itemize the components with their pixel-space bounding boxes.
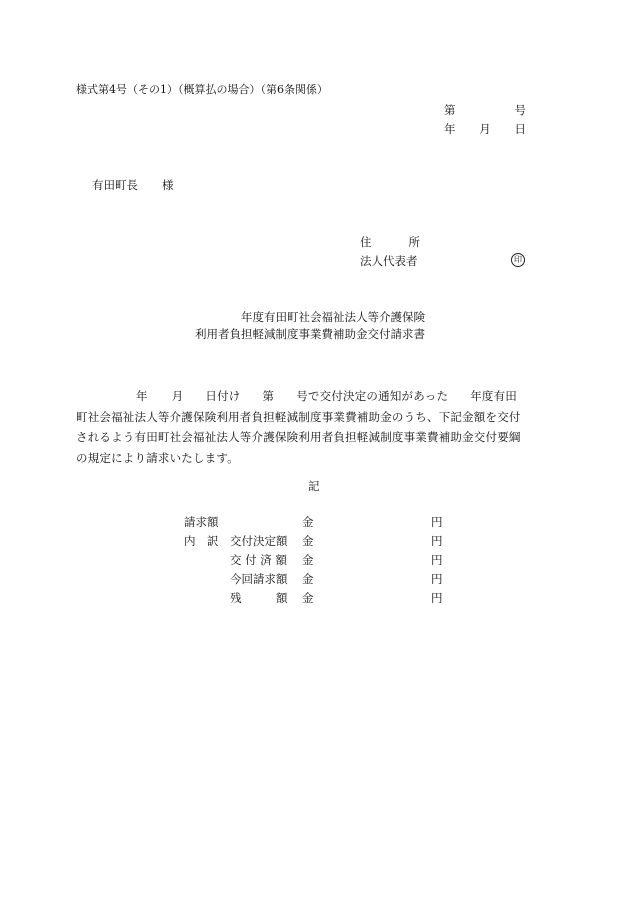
breakdown-row bbox=[0, 555, 630, 569]
currency-prefix: 金 bbox=[302, 553, 314, 567]
currency-prefix: 金 bbox=[302, 534, 314, 548]
currency-suffix: 円 bbox=[431, 553, 443, 567]
body-no-suffix: 号で交付決定の通知があった bbox=[296, 389, 449, 403]
body-no-prefix: 第 bbox=[262, 389, 275, 403]
document-date bbox=[444, 124, 526, 136]
date-day: 日 bbox=[514, 122, 526, 136]
breakdown-item-label: 残 額 bbox=[230, 591, 288, 605]
addressee-honorific: 様 bbox=[162, 178, 174, 192]
currency-suffix: 円 bbox=[431, 534, 443, 548]
document-title-line-2: 利用者負担軽減制度事業費補助金交付請求書 bbox=[195, 327, 425, 341]
body-month: 月 bbox=[171, 389, 184, 403]
addressee-name: 有田町長 bbox=[92, 178, 138, 192]
address-label-char-1: 住 bbox=[360, 235, 372, 249]
currency-prefix: 金 bbox=[302, 591, 314, 605]
currency-suffix: 円 bbox=[431, 515, 443, 529]
currency-prefix: 金 bbox=[302, 515, 314, 529]
request-label: 請求額 bbox=[184, 515, 219, 529]
breakdown-item-label: 今回請求額 bbox=[230, 572, 288, 586]
applicant-address-label bbox=[360, 237, 420, 249]
breakdown-item-label: 交付決定額 bbox=[230, 534, 288, 548]
document-number bbox=[444, 105, 526, 117]
breakdown-row bbox=[0, 536, 630, 550]
ki-heading: 記 bbox=[308, 479, 320, 493]
body-rest-main: 会福祉法人等介護保険利用者負担軽減制度事業費補助金のうち、下記金額を交付されるよう有田町社会福祉法人等介護保険利用者負担軽減制度事業費補助金交付要綱の規定により請求いたします。 bbox=[76, 409, 521, 465]
date-year: 年 bbox=[444, 122, 456, 136]
seal-icon: 印 bbox=[511, 253, 525, 267]
doc-number-prefix: 第 bbox=[444, 103, 456, 117]
breakdown-row bbox=[0, 574, 630, 588]
breakdown-item-label: 交 付 済 額 bbox=[230, 553, 287, 567]
currency-prefix: 金 bbox=[302, 572, 314, 586]
body-rest-line1: 年度有田町社 bbox=[76, 389, 518, 424]
address-label-char-2: 所 bbox=[408, 235, 420, 249]
date-month: 月 bbox=[479, 122, 491, 136]
detail-label: 内 訳 bbox=[184, 534, 219, 548]
addressee bbox=[92, 180, 174, 192]
body-date: 日付け bbox=[205, 389, 241, 403]
request-amount-row bbox=[0, 517, 630, 531]
applicant-representative-label: 法人代表者 bbox=[360, 254, 418, 268]
doc-number-suffix: 号 bbox=[514, 103, 526, 117]
currency-suffix: 円 bbox=[431, 591, 443, 605]
request-body-text bbox=[76, 386, 526, 468]
body-year: 年 bbox=[136, 389, 148, 403]
currency-suffix: 円 bbox=[431, 572, 443, 586]
breakdown-row bbox=[0, 593, 630, 607]
document-title-line-1: 年度有田町社会福祉法人等介護保険 bbox=[241, 310, 425, 324]
form-number: 様式第4号（その1）（概算払の場合）（第6条関係） bbox=[76, 83, 328, 96]
